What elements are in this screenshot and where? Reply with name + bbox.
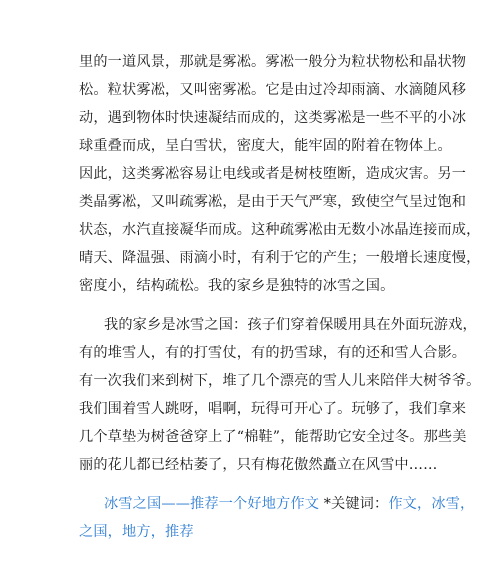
paragraph-line: 球重叠而成，呈白雪状，密度大，能牢固的附着在物体上。 (79, 138, 452, 154)
keywords-link-group-1[interactable]: 作文，冰雪， (388, 496, 475, 512)
footer-line-2 (79, 522, 424, 542)
paragraph-line: 动，遇到物体时快速凝结而成的，这类雾凇是一些不平的小冰 (79, 110, 467, 126)
keywords-link-group-2[interactable]: 之国，地方，推荐 (79, 524, 194, 540)
paragraph-line: 密度小，结构疏松。我的家乡是独特的冰雪之国。 (79, 278, 395, 294)
paragraph-line: 丽的花儿都已经枯萎了，只有梅花傲然矗立在风雪中…… (79, 457, 438, 473)
keywords-label: *关键词： (319, 496, 389, 512)
paragraph-line: 我的家乡是冰雪之国：孩子们穿着保暖用具在外面玩游戏， (104, 317, 477, 333)
footer-line-1 (104, 494, 475, 514)
paragraph-line: 因此，这类雾凇容易让电线或者是树枝堕断，造成灾害。另一 (79, 166, 467, 182)
paragraph-line: 松。粒状雾凇，又叫密雾凇。它是由过冷却雨滴、水滴随风移 (79, 82, 467, 98)
paragraph-line: 里的一道风景，那就是雾凇。雾凇一般分为粒状物松和晶状物 (79, 54, 467, 70)
paragraph-line: 几个草垫为树爸爸穿上了“棉鞋”，能帮助它安全过冬。那些美 (79, 429, 467, 445)
paragraph-line: 我们围着雪人跳呀，唱啊，玩得可开心了。玩够了，我们拿来 (79, 401, 467, 417)
paragraph-line: 有一次我们来到树下，堆了几个漂亮的雪人儿来陪伴大树爷爷。 (79, 373, 481, 389)
paragraph-line: 状态，水汽直接凝华而成。这种疏雾凇由无数小冰晶连接而成， (79, 222, 481, 238)
paragraph-line: 类晶雾凇，又叫疏雾凇，是由于天气严寒，致使空气呈过饱和 (79, 194, 467, 210)
paragraph-line: 有的堆雪人，有的打雪仗，有的扔雪球，有的还和雪人合影。 (79, 345, 467, 361)
paragraph-line: 晴天、降温强、雨滴小时，有利于它的产生；一般增长速度慢， (79, 250, 481, 266)
article-title-link[interactable]: 冰雪之国——推荐一个好地方作文 (104, 496, 320, 512)
